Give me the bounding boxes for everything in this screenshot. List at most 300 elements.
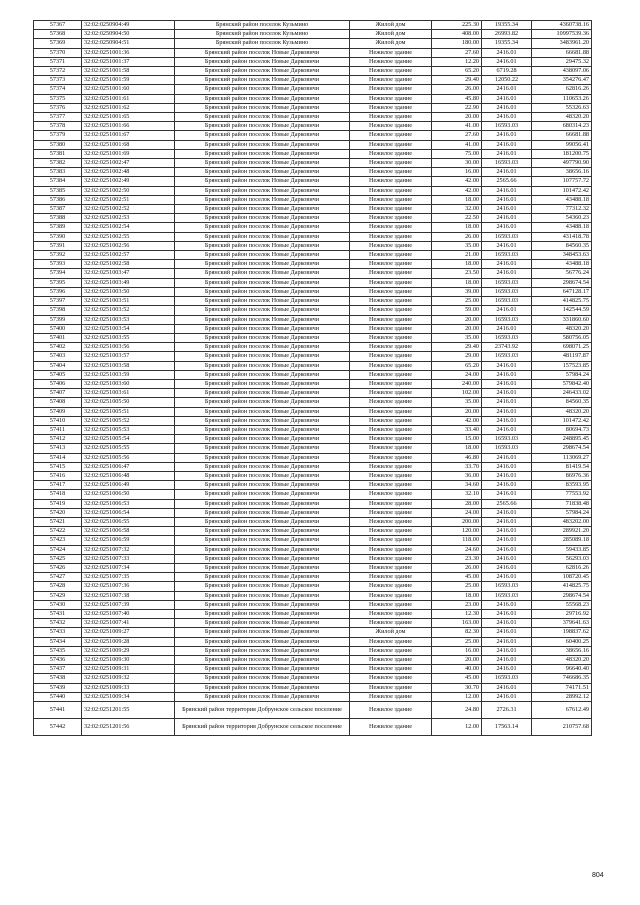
row-number-cell: 57412 [34, 435, 82, 444]
cadastral-number-cell: 32:02:0251002:54 [82, 223, 175, 232]
row-number-cell: 57437 [34, 665, 82, 674]
address-cell: Брянский район поселок Новые Дарковичи [175, 260, 350, 269]
area-cell: 18.00 [432, 223, 482, 232]
area-cell: 26.00 [432, 85, 482, 94]
table-row [34, 407, 592, 416]
area-cell: 29.40 [432, 343, 482, 352]
row-number-cell: 57404 [34, 361, 82, 370]
cadastral-number-cell: 32:02:0251006:50 [82, 490, 175, 499]
unit-value-cell: 16593.03 [482, 278, 532, 287]
object-type-cell: Нежилое здание [350, 435, 432, 444]
cadastral-value-cell: 60400.25 [532, 637, 592, 646]
area-cell: 35.00 [432, 241, 482, 250]
cadastral-value-cell: 438097.06 [532, 67, 592, 76]
address-cell: Брянский район поселок Новые Дарковичи [175, 131, 350, 140]
cadastral-value-cell: 28992.12 [532, 692, 592, 701]
address-cell: Брянский район поселок Новые Дарковичи [175, 251, 350, 260]
address-cell: Брянский район поселок Новые Дарковичи [175, 223, 350, 232]
object-type-cell: Нежилое здание [350, 168, 432, 177]
object-type-cell: Нежилое здание [350, 57, 432, 66]
address-cell: Брянский район поселок Новые Дарковичи [175, 646, 350, 655]
table-row [34, 131, 592, 140]
row-number-cell: 57414 [34, 453, 82, 462]
unit-value-cell: 2416.01 [482, 94, 532, 103]
cadastral-number-cell: 32:02:0251006:55 [82, 517, 175, 526]
address-cell: Брянский район поселок Новые Дарковичи [175, 407, 350, 416]
row-number-cell: 57399 [34, 315, 82, 324]
object-type-cell: Жилой дом [350, 39, 432, 48]
row-number-cell: 57403 [34, 352, 82, 361]
row-number-cell: 57371 [34, 57, 82, 66]
area-cell: 18.00 [432, 278, 482, 287]
object-type-cell: Нежилое здание [350, 702, 432, 719]
object-type-cell: Нежилое здание [350, 416, 432, 425]
table-row [34, 435, 592, 444]
table-row [34, 379, 592, 388]
row-number-cell: 57384 [34, 177, 82, 186]
cadastral-value-cell: 414825.75 [532, 582, 592, 591]
unit-value-cell: 2416.01 [482, 205, 532, 214]
unit-value-cell: 2416.01 [482, 610, 532, 619]
cadastral-number-cell: 32:02:0251002:48 [82, 168, 175, 177]
table-row [34, 168, 592, 177]
address-cell: Брянский район поселок Новые Дарковичи [175, 177, 350, 186]
table-row [34, 517, 592, 526]
area-cell: 42.00 [432, 416, 482, 425]
object-type-cell: Нежилое здание [350, 719, 432, 736]
unit-value-cell: 2416.01 [482, 619, 532, 628]
object-type-cell: Нежилое здание [350, 665, 432, 674]
unit-value-cell: 2416.01 [482, 214, 532, 223]
page-number: 804 [592, 872, 604, 879]
cadastral-number-cell: 32:02:0251007:41 [82, 619, 175, 628]
area-cell: 32.00 [432, 205, 482, 214]
area-cell: 18.00 [432, 195, 482, 204]
row-number-cell: 57392 [34, 251, 82, 260]
cadastral-number-cell: 32:02:0251002:57 [82, 251, 175, 260]
table-row [34, 610, 592, 619]
object-type-cell: Нежилое здание [350, 425, 432, 434]
cadastral-number-cell: 32:02:0251006:53 [82, 499, 175, 508]
row-number-cell: 57395 [34, 278, 82, 287]
object-type-cell: Нежилое здание [350, 85, 432, 94]
table-row [34, 352, 592, 361]
row-number-cell: 57396 [34, 287, 82, 296]
area-cell: 45.80 [432, 94, 482, 103]
area-cell: 27.60 [432, 131, 482, 140]
row-number-cell: 57424 [34, 545, 82, 554]
cadastral-value-cell: 48320.20 [532, 407, 592, 416]
unit-value-cell: 16593.03 [482, 582, 532, 591]
object-type-cell: Нежилое здание [350, 140, 432, 149]
unit-value-cell: 2416.01 [482, 361, 532, 370]
table-row [34, 471, 592, 480]
cadastral-number-cell: 32:02:0251003:50 [82, 287, 175, 296]
object-type-cell: Нежилое здание [350, 398, 432, 407]
unit-value-cell: 2416.01 [482, 453, 532, 462]
address-cell: Брянский район поселок Новые Дарковичи [175, 536, 350, 545]
cadastral-value-cell: 62816.26 [532, 85, 592, 94]
area-cell: 18.00 [432, 444, 482, 453]
area-cell: 29.40 [432, 76, 482, 85]
object-type-cell: Нежилое здание [350, 324, 432, 333]
unit-value-cell: 2416.01 [482, 692, 532, 701]
row-number-cell: 57373 [34, 76, 82, 85]
address-cell: Брянский район поселок Новые Дарковичи [175, 168, 350, 177]
address-cell: Брянский район поселок Новые Дарковичи [175, 656, 350, 665]
address-cell: Брянский район поселок Новые Дарковичи [175, 76, 350, 85]
row-number-cell: 57413 [34, 444, 82, 453]
cadastral-number-cell: 32:02:0251002:47 [82, 159, 175, 168]
cadastral-number-cell: 32:02:0251001:59 [82, 76, 175, 85]
cadastral-value-cell: 354276.47 [532, 76, 592, 85]
object-type-cell: Нежилое здание [350, 582, 432, 591]
unit-value-cell: 19355.34 [482, 39, 532, 48]
row-number-cell: 57411 [34, 425, 82, 434]
table-row [34, 637, 592, 646]
cadastral-number-cell: 32:02:0251006:47 [82, 462, 175, 471]
address-cell: Брянский район поселок Новые Дарковичи [175, 379, 350, 388]
address-cell: Брянский район поселок Новые Дарковичи [175, 195, 350, 204]
object-type-cell: Нежилое здание [350, 48, 432, 57]
cadastral-number-cell: 32:02:0251005:50 [82, 398, 175, 407]
row-number-cell: 57367 [34, 21, 82, 30]
cadastral-value-cell: 54360.23 [532, 214, 592, 223]
unit-value-cell: 2416.01 [482, 140, 532, 149]
cadastral-value-cell: 497790.90 [532, 159, 592, 168]
cadastral-value-cell: 107757.72 [532, 177, 592, 186]
object-type-cell: Нежилое здание [350, 260, 432, 269]
address-cell: Брянский район поселок Новые Дарковичи [175, 352, 350, 361]
area-cell: 39.00 [432, 287, 482, 296]
cadastral-value-cell: 181200.75 [532, 149, 592, 158]
row-number-cell: 57390 [34, 232, 82, 241]
unit-value-cell: 2416.01 [482, 517, 532, 526]
unit-value-cell: 2416.01 [482, 425, 532, 434]
cadastral-value-cell: 38656.16 [532, 168, 592, 177]
cadastral-value-cell: 101472.42 [532, 186, 592, 195]
area-cell: 25.00 [432, 297, 482, 306]
area-cell: 15.00 [432, 435, 482, 444]
object-type-cell: Нежилое здание [350, 600, 432, 609]
address-cell: Брянский район поселок Новые Дарковичи [175, 389, 350, 398]
table-row [34, 591, 592, 600]
object-type-cell: Нежилое здание [350, 343, 432, 352]
row-number-cell: 57386 [34, 195, 82, 204]
cadastral-value-cell: 647128.17 [532, 287, 592, 296]
cadastral-number-cell: 32:02:0251001:67 [82, 131, 175, 140]
area-cell: 65.20 [432, 67, 482, 76]
cadastral-number-cell: 32:02:0251002:52 [82, 205, 175, 214]
area-cell: 16.00 [432, 646, 482, 655]
address-cell: Брянский район поселок Новые Дарковичи [175, 416, 350, 425]
cadastral-number-cell: 32:02:0250904:51 [82, 39, 175, 48]
object-type-cell: Нежилое здание [350, 306, 432, 315]
object-type-cell: Нежилое здание [350, 352, 432, 361]
unit-value-cell: 16593.03 [482, 315, 532, 324]
address-cell: Брянский район поселок Новые Дарковичи [175, 315, 350, 324]
row-number-cell: 57370 [34, 48, 82, 57]
unit-value-cell: 2416.01 [482, 306, 532, 315]
object-type-cell: Нежилое здание [350, 536, 432, 545]
unit-value-cell: 16593.03 [482, 297, 532, 306]
area-cell: 12.00 [432, 692, 482, 701]
area-cell: 180.00 [432, 39, 482, 48]
address-cell: Брянский район поселок Новые Дарковичи [175, 674, 350, 683]
unit-value-cell: 16593.03 [482, 674, 532, 683]
unit-value-cell: 2416.01 [482, 370, 532, 379]
area-cell: 32.10 [432, 490, 482, 499]
object-type-cell: Нежилое здание [350, 214, 432, 223]
cadastral-number-cell: 32:02:0251005:52 [82, 416, 175, 425]
area-cell: 24.80 [432, 702, 482, 719]
object-type-cell: Нежилое здание [350, 610, 432, 619]
object-type-cell: Нежилое здание [350, 76, 432, 85]
address-cell: Брянский район поселок Новые Дарковичи [175, 545, 350, 554]
unit-value-cell: 2416.01 [482, 186, 532, 195]
cadastral-number-cell: 32:02:0251002:49 [82, 177, 175, 186]
row-number-cell: 57428 [34, 582, 82, 591]
address-cell: Брянский район поселок Новые Дарковичи [175, 628, 350, 637]
unit-value-cell: 2416.01 [482, 131, 532, 140]
cadastral-number-cell: 32:02:0251005:53 [82, 425, 175, 434]
row-number-cell: 57420 [34, 508, 82, 517]
table-row [34, 619, 592, 628]
unit-value-cell: 2416.01 [482, 637, 532, 646]
unit-value-cell: 16593.03 [482, 251, 532, 260]
unit-value-cell: 2416.01 [482, 545, 532, 554]
unit-value-cell: 17563.14 [482, 719, 532, 736]
row-number-cell: 57401 [34, 333, 82, 342]
table-row [34, 563, 592, 572]
cadastral-number-cell: 32:02:0251002:50 [82, 186, 175, 195]
cadastral-number-cell: 32:02:0251009:34 [82, 692, 175, 701]
cadastral-value-cell: 298674.54 [532, 278, 592, 287]
table-row [34, 48, 592, 57]
object-type-cell: Нежилое здание [350, 563, 432, 572]
cadastral-value-cell: 29716.92 [532, 610, 592, 619]
object-type-cell: Нежилое здание [350, 453, 432, 462]
cadastral-number-cell: 32:02:0251009:30 [82, 656, 175, 665]
cadastral-value-cell: 248895.45 [532, 435, 592, 444]
cadastral-value-cell: 108720.45 [532, 573, 592, 582]
address-cell: Брянский район поселок Новые Дарковичи [175, 297, 350, 306]
object-type-cell: Нежилое здание [350, 177, 432, 186]
object-type-cell: Нежилое здание [350, 113, 432, 122]
unit-value-cell: 2416.01 [482, 260, 532, 269]
unit-value-cell: 2416.01 [482, 223, 532, 232]
cadastral-number-cell: 32:02:0251007:36 [82, 582, 175, 591]
address-cell: Брянский район поселок Новые Дарковичи [175, 462, 350, 471]
unit-value-cell: 2416.01 [482, 407, 532, 416]
cadastral-value-cell: 57984.24 [532, 508, 592, 517]
cadastral-number-cell: 32:02:0251006:58 [82, 527, 175, 536]
object-type-cell: Нежилое здание [350, 131, 432, 140]
unit-value-cell: 2416.01 [482, 379, 532, 388]
address-cell: Брянский район поселок Новые Дарковичи [175, 481, 350, 490]
cadastral-number-cell: 32:02:0251007:32 [82, 545, 175, 554]
address-cell: Брянский район поселок Новые Дарковичи [175, 287, 350, 296]
area-cell: 27.60 [432, 48, 482, 57]
cadastral-value-cell: 55568.23 [532, 600, 592, 609]
unit-value-cell: 16593.03 [482, 287, 532, 296]
cadastral-value-cell: 77312.32 [532, 205, 592, 214]
unit-value-cell: 2416.01 [482, 149, 532, 158]
cadastral-value-cell: 157523.85 [532, 361, 592, 370]
cadastral-value-cell: 56293.03 [532, 554, 592, 563]
area-cell: 40.00 [432, 665, 482, 674]
cadastral-value-cell: 96640.40 [532, 665, 592, 674]
property-table [33, 20, 592, 736]
cadastral-number-cell: 32:02:0251003:55 [82, 333, 175, 342]
cadastral-number-cell: 32:02:0251007:35 [82, 573, 175, 582]
cadastral-value-cell: 483202.00 [532, 517, 592, 526]
area-cell: 163.00 [432, 619, 482, 628]
area-cell: 26.00 [432, 563, 482, 572]
row-number-cell: 57429 [34, 591, 82, 600]
object-type-cell: Нежилое здание [350, 637, 432, 646]
address-cell: Брянский район поселок Новые Дарковичи [175, 306, 350, 315]
cadastral-value-cell: 48320.20 [532, 113, 592, 122]
address-cell: Брянский район поселок Новые Дарковичи [175, 103, 350, 112]
unit-value-cell: 2416.01 [482, 600, 532, 609]
row-number-cell: 57393 [34, 260, 82, 269]
object-type-cell: Нежилое здание [350, 527, 432, 536]
object-type-cell: Нежилое здание [350, 315, 432, 324]
unit-value-cell: 2416.01 [482, 269, 532, 278]
area-cell: 35.00 [432, 398, 482, 407]
object-type-cell: Нежилое здание [350, 499, 432, 508]
table-row [34, 554, 592, 563]
object-type-cell: Нежилое здание [350, 186, 432, 195]
area-cell: 29.00 [432, 352, 482, 361]
area-cell: 20.00 [432, 324, 482, 333]
object-type-cell: Нежилое здание [350, 683, 432, 692]
area-cell: 225.30 [432, 21, 482, 30]
object-type-cell: Нежилое здание [350, 656, 432, 665]
unit-value-cell: 2726.31 [482, 702, 532, 719]
object-type-cell: Нежилое здание [350, 297, 432, 306]
cadastral-value-cell: 43488.18 [532, 260, 592, 269]
row-number-cell: 57407 [34, 389, 82, 398]
unit-value-cell: 16593.03 [482, 435, 532, 444]
row-number-cell: 57380 [34, 140, 82, 149]
table-row [34, 214, 592, 223]
unit-value-cell: 2416.01 [482, 241, 532, 250]
object-type-cell: Нежилое здание [350, 149, 432, 158]
unit-value-cell: 2416.01 [482, 646, 532, 655]
object-type-cell: Нежилое здание [350, 573, 432, 582]
address-cell: Брянский район поселок Новые Дарковичи [175, 149, 350, 158]
row-number-cell: 57421 [34, 517, 82, 526]
cadastral-number-cell: 32:02:0251001:60 [82, 85, 175, 94]
row-number-cell: 57415 [34, 462, 82, 471]
cadastral-number-cell: 32:02:0251003:47 [82, 269, 175, 278]
address-cell: Брянский район поселок Новые Дарковичи [175, 600, 350, 609]
table-row [34, 21, 592, 30]
area-cell: 36.00 [432, 471, 482, 480]
row-number-cell: 57419 [34, 499, 82, 508]
cadastral-value-cell: 481197.87 [532, 352, 592, 361]
table-row [34, 425, 592, 434]
table-row [34, 389, 592, 398]
object-type-cell: Нежилое здание [350, 278, 432, 287]
row-number-cell: 57376 [34, 103, 82, 112]
object-type-cell: Нежилое здание [350, 591, 432, 600]
table-row [34, 444, 592, 453]
cadastral-value-cell: 80694.73 [532, 425, 592, 434]
address-cell: Брянский район поселок Новые Дарковичи [175, 205, 350, 214]
cadastral-value-cell: 57984.24 [532, 370, 592, 379]
cadastral-number-cell: 32:02:0251006:48 [82, 471, 175, 480]
address-cell: Брянский район поселок Новые Дарковичи [175, 471, 350, 480]
unit-value-cell: 23743.92 [482, 343, 532, 352]
row-number-cell: 57372 [34, 67, 82, 76]
cadastral-value-cell: 67612.49 [532, 702, 592, 719]
object-type-cell: Нежилое здание [350, 517, 432, 526]
cadastral-value-cell: 348453.63 [532, 251, 592, 260]
address-cell: Брянский район поселок Новые Дарковичи [175, 610, 350, 619]
table-row [34, 398, 592, 407]
area-cell: 120.00 [432, 527, 482, 536]
cadastral-number-cell: 32:02:0251002:58 [82, 260, 175, 269]
object-type-cell: Нежилое здание [350, 159, 432, 168]
cadastral-value-cell: 56776.24 [532, 269, 592, 278]
address-cell: Брянский район поселок Новые Дарковичи [175, 214, 350, 223]
cadastral-value-cell: 10997539.36 [532, 30, 592, 39]
cadastral-number-cell: 32:02:0251001:58 [82, 67, 175, 76]
cadastral-value-cell: 142544.59 [532, 306, 592, 315]
address-cell: Брянский район поселок Новые Дарковичи [175, 67, 350, 76]
unit-value-cell: 2416.01 [482, 527, 532, 536]
address-cell: Брянский район поселок Новые Дарковичи [175, 444, 350, 453]
object-type-cell: Нежилое здание [350, 103, 432, 112]
area-cell: 23.00 [432, 600, 482, 609]
row-number-cell: 57422 [34, 527, 82, 536]
cadastral-number-cell: 32:02:0251007:34 [82, 563, 175, 572]
area-cell: 16.00 [432, 168, 482, 177]
unit-value-cell: 2416.01 [482, 57, 532, 66]
cadastral-number-cell: 32:02:0251002:51 [82, 195, 175, 204]
area-cell: 26.00 [432, 232, 482, 241]
address-cell: Брянский район поселок Новые Дарковичи [175, 370, 350, 379]
unit-value-cell: 2416.01 [482, 554, 532, 563]
unit-value-cell: 2416.01 [482, 168, 532, 177]
cadastral-number-cell: 32:02:0251201:56 [82, 719, 175, 736]
row-number-cell: 57436 [34, 656, 82, 665]
cadastral-value-cell: 66681.88 [532, 131, 592, 140]
table-row [34, 67, 592, 76]
area-cell: 18.00 [432, 260, 482, 269]
address-cell: Брянский район поселок Новые Дарковичи [175, 499, 350, 508]
address-cell: Брянский район поселок Новые Дарковичи [175, 113, 350, 122]
table-row [34, 453, 592, 462]
cadastral-value-cell: 698071.25 [532, 343, 592, 352]
cadastral-number-cell: 32:02:0251003:57 [82, 352, 175, 361]
cadastral-value-cell: 431418.78 [532, 232, 592, 241]
cadastral-value-cell: 414825.75 [532, 297, 592, 306]
table-row [34, 76, 592, 85]
table-row [34, 628, 592, 637]
area-cell: 30.70 [432, 683, 482, 692]
table-row [34, 315, 592, 324]
cadastral-value-cell: 4360738.16 [532, 21, 592, 30]
table-row [34, 361, 592, 370]
cadastral-value-cell: 86976.36 [532, 471, 592, 480]
cadastral-number-cell: 32:02:0251003:56 [82, 343, 175, 352]
area-cell: 35.00 [432, 333, 482, 342]
cadastral-value-cell: 298674.54 [532, 444, 592, 453]
